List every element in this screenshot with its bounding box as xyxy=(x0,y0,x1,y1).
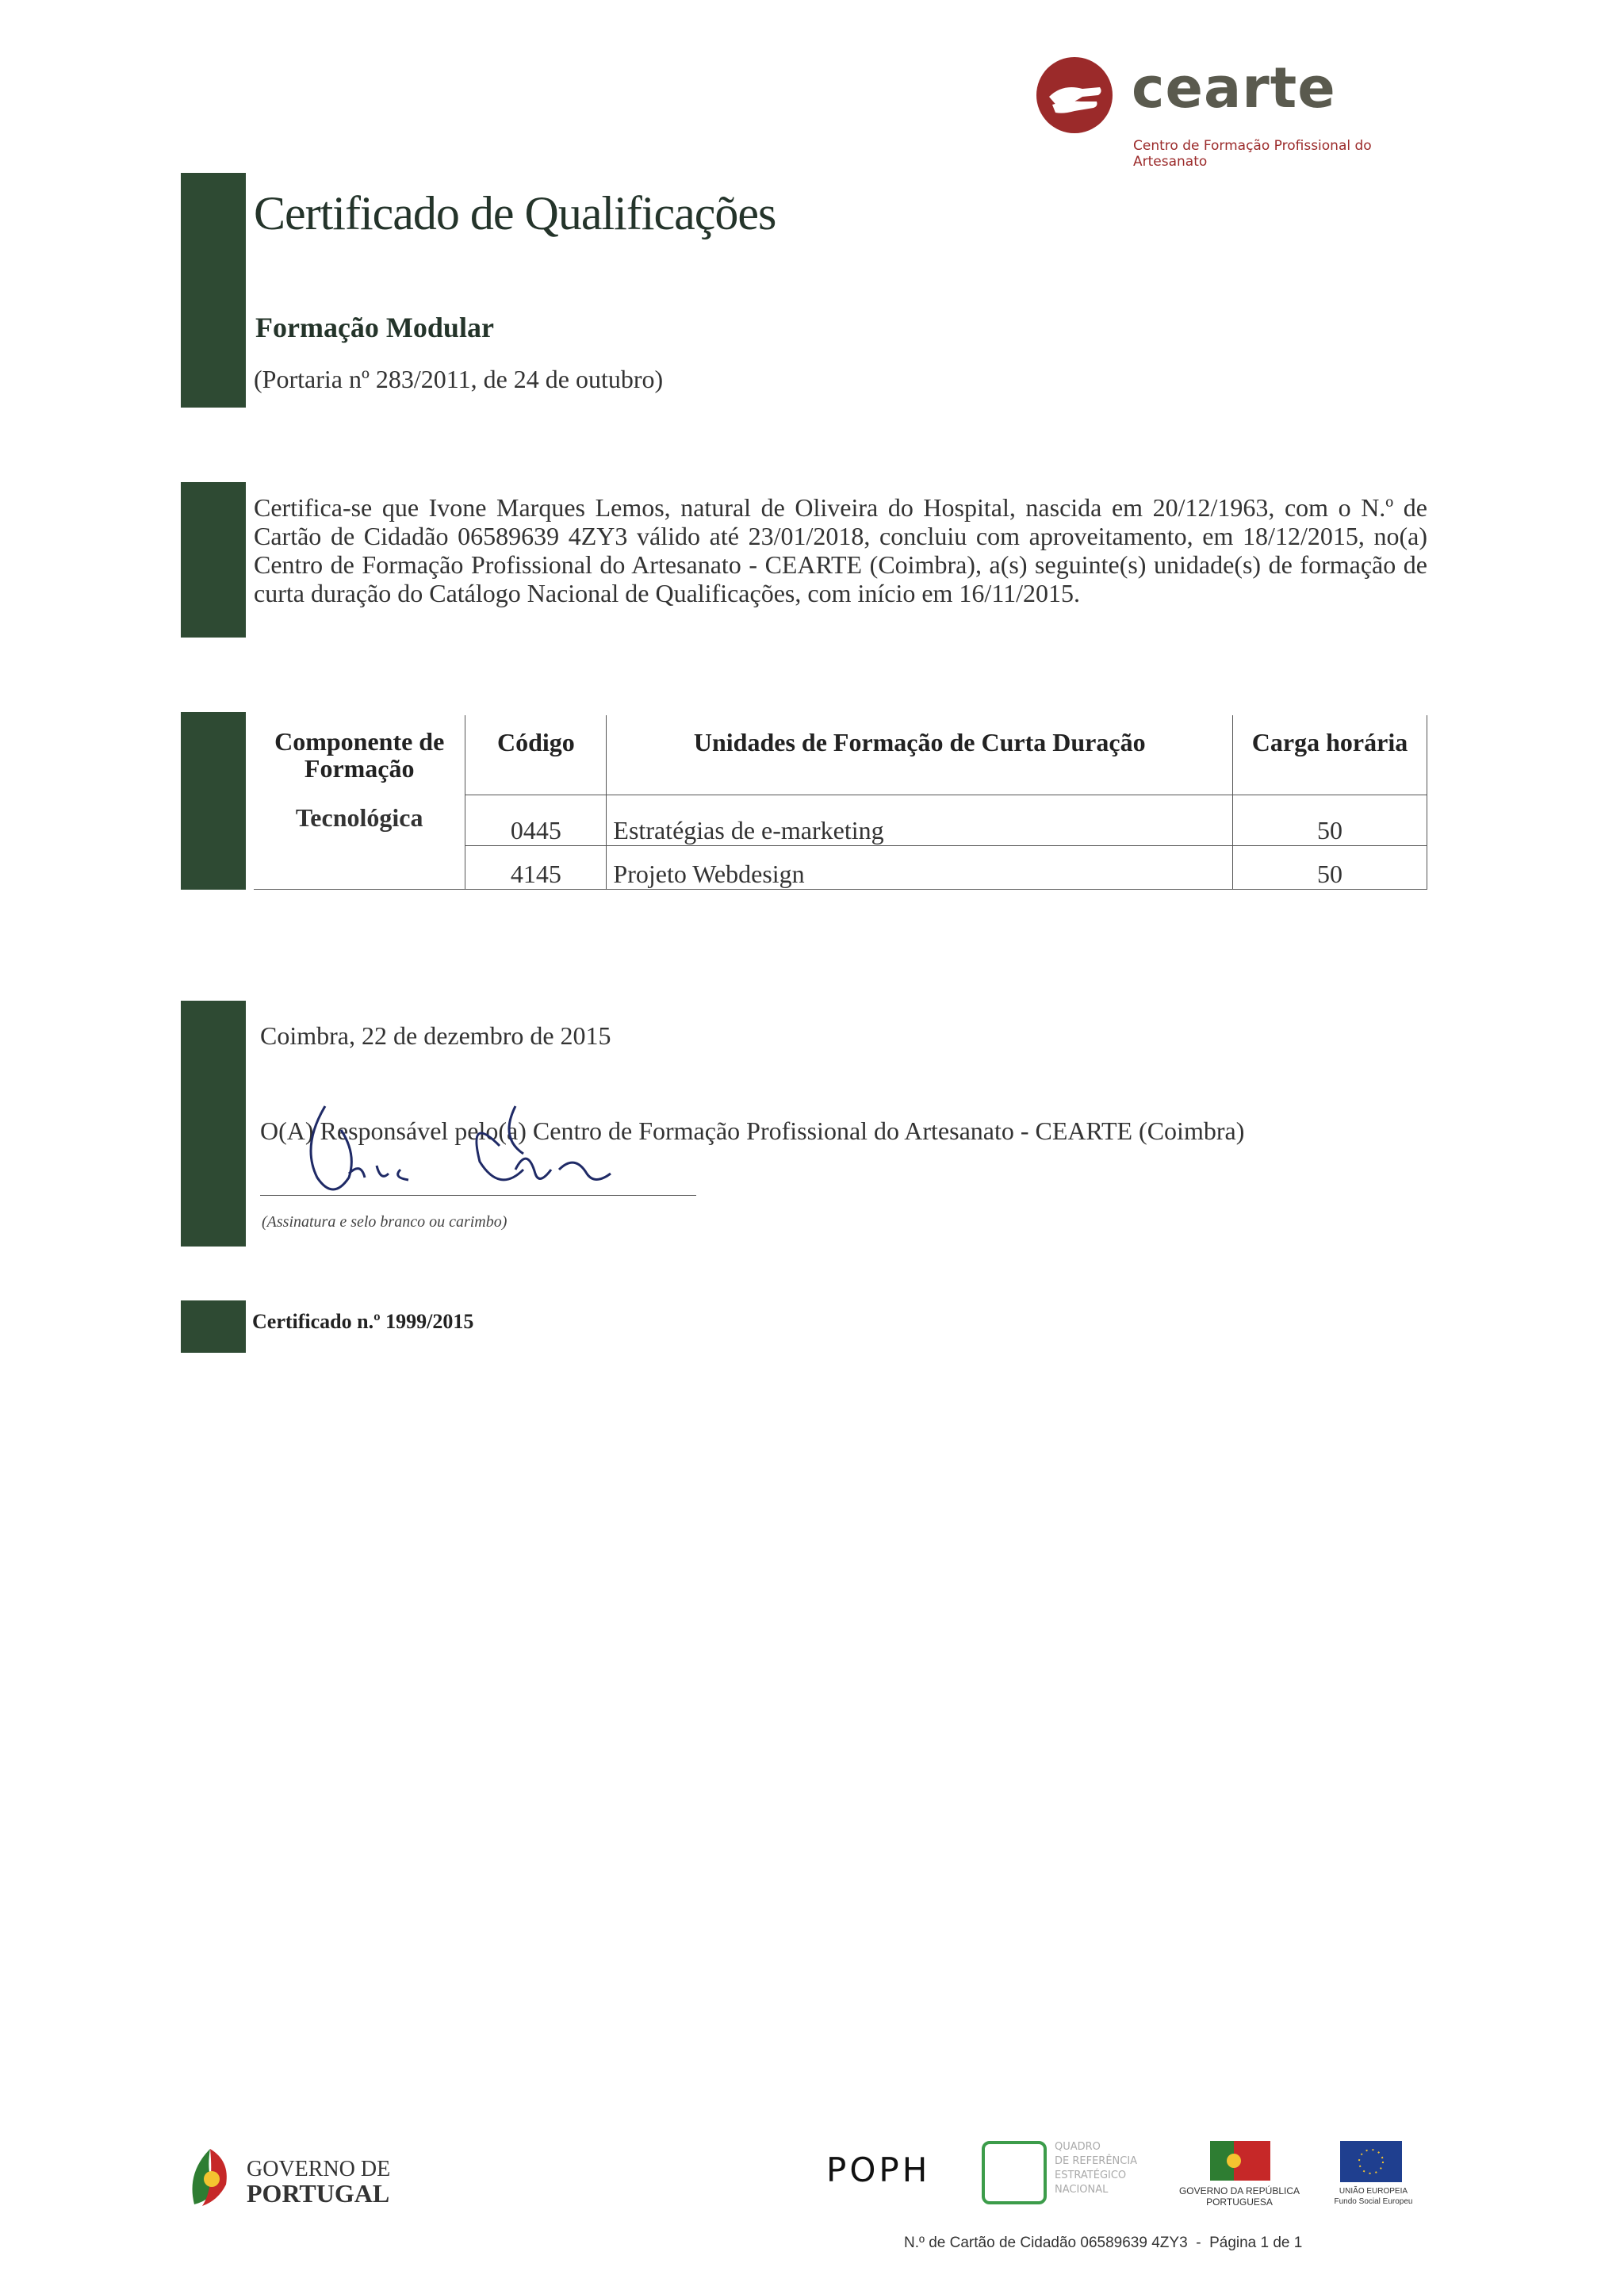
header-code: Código xyxy=(465,715,607,795)
portugal-flag-icon xyxy=(186,2141,234,2212)
units-table xyxy=(254,715,1427,890)
certificate-number-bar xyxy=(181,1300,246,1353)
qren-mark xyxy=(982,2141,1047,2204)
qren-line-0: QUADRO xyxy=(1055,2141,1101,2153)
portaria-reference: (Portaria nº 283/2011, de 24 de outubro) xyxy=(254,365,664,393)
gov-rep-line2: PORTUGUESA xyxy=(1206,2196,1273,2208)
eu-logo xyxy=(1326,2141,1421,2212)
signature-bar xyxy=(181,1001,246,1247)
eu-flag-icon xyxy=(1340,2141,1402,2182)
poph-logo xyxy=(826,2150,961,2198)
handwritten-signature xyxy=(262,1098,634,1209)
certification-text: Certifica-se que Ivone Marques Lemos, natural de Oliveira do Hospital, nascida em 20/12/1963, com o N.º de Cartão de Cidadão 06589639 4ZY3 válido até 23/01/2018, concluiu com aproveitamento, em 18/12/2015, no(a) Centro de Formação Profissional do Artesanato - CEARTE (Coimbra), a(s) seguinte(s) unidade(s) de formação de curta duração do Catálogo Nacional de Qualificações, com início em 16/11/2015. xyxy=(254,493,1427,607)
table-row xyxy=(254,846,1427,890)
gov-rep-line1: GOVERNO DA REPÚBLICA xyxy=(1178,2185,1300,2196)
governo-portugal-logo xyxy=(186,2141,408,2212)
table-row xyxy=(254,795,1427,846)
signature-caption: (Assinatura e selo branco ou carimbo) xyxy=(262,1213,508,1231)
cearte-hands-icon xyxy=(1035,56,1114,135)
unit-cell: Projeto Webdesign xyxy=(607,846,1233,890)
code-cell: 0445 xyxy=(465,795,607,846)
title-bar xyxy=(181,173,246,408)
qren-line-3: NACIONAL xyxy=(1055,2184,1109,2196)
table-bar xyxy=(181,712,246,890)
unit-cell: Estratégias de e-marketing xyxy=(607,795,1233,846)
cearte-logo-word: cearte xyxy=(1132,56,1336,121)
header-units: Unidades de Formação de Curta Duração xyxy=(607,715,1233,795)
gov-line1: GOVERNO DE xyxy=(247,2157,391,2181)
cearte-logo-subtitle: Centro de Formação Profissional do Artesanato xyxy=(1133,138,1372,170)
document-title: Certificado de Qualificações xyxy=(254,187,776,239)
portuguese-flag-icon xyxy=(1210,2141,1270,2181)
certificate-number: Certificado n.º 1999/2015 xyxy=(252,1310,474,1333)
header-hours: Carga horária xyxy=(1233,715,1427,795)
document-subtitle: Formação Modular xyxy=(255,312,494,343)
table-header-row xyxy=(254,715,1427,795)
governo-republica-logo xyxy=(1172,2141,1307,2212)
poph-text: POPH xyxy=(826,2150,931,2189)
eu-line2: Fundo Social Europeu xyxy=(1334,2197,1413,2206)
page-info: N.º de Cartão de Cidadão 06589639 4ZY3 - Página 1 de 1 xyxy=(904,2235,1303,2251)
qren-line-2: ESTRATÉGICO xyxy=(1055,2170,1127,2181)
hours-cell: 50 xyxy=(1233,795,1427,846)
certification-bar xyxy=(181,482,246,638)
qren-line-1: DE REFERÊNCIA xyxy=(1055,2155,1138,2167)
qren-logo xyxy=(982,2141,1156,2212)
cearte-logo xyxy=(1035,56,1447,170)
component-cell: Tecnológica xyxy=(295,802,423,832)
place-date: Coimbra, 22 de dezembro de 2015 xyxy=(260,1021,611,1050)
code-cell: 4145 xyxy=(465,846,607,890)
signature-line xyxy=(260,1195,696,1196)
component-cell-empty xyxy=(254,846,465,890)
header-component: Componente de Formação xyxy=(274,727,445,783)
responsible-line: O(A) Responsável pelo(a) Centro de Formação Profissional do Artesanato - CEARTE (Coimbra) xyxy=(260,1116,1245,1145)
gov-line2: PORTUGAL xyxy=(247,2179,390,2208)
eu-line1: UNIÃO EUROPEIA xyxy=(1339,2187,1408,2196)
hours-cell: 50 xyxy=(1233,846,1427,890)
